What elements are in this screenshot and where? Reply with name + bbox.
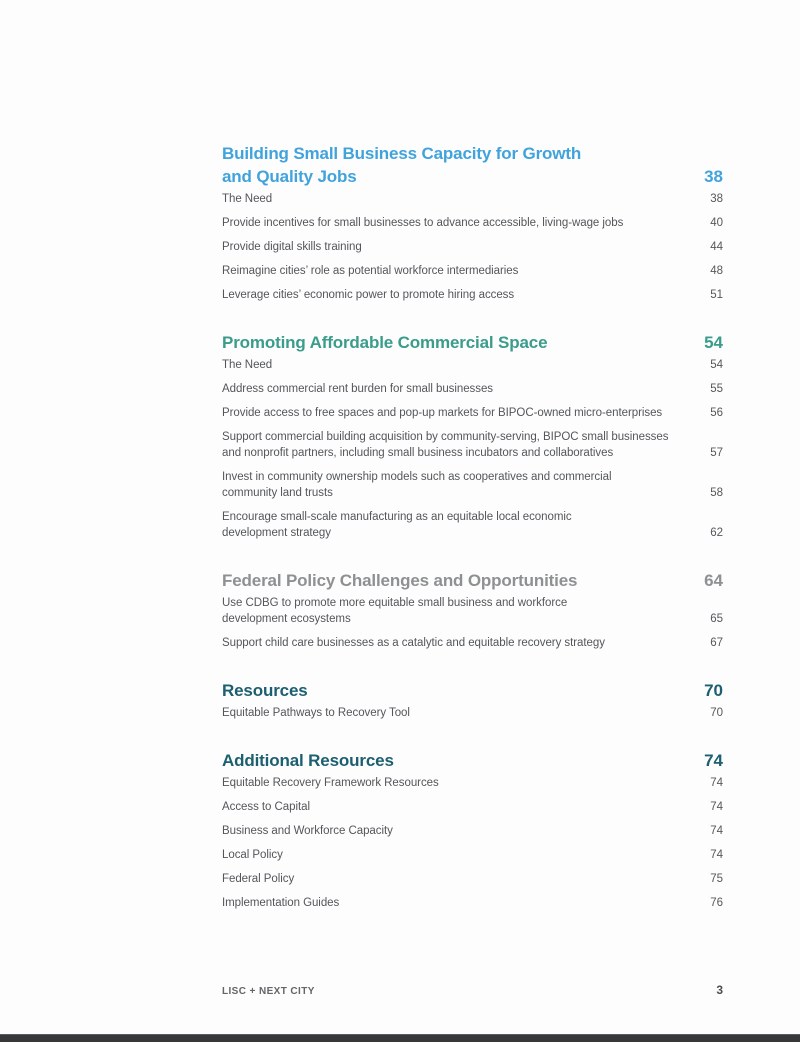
toc-entry-label: community land trusts bbox=[222, 487, 333, 499]
section-heading-building-capacity[interactable] bbox=[222, 142, 723, 188]
section-title-line: Additional Resources bbox=[222, 751, 394, 770]
toc-entry-label: The Need bbox=[222, 359, 273, 371]
toc-entry-page: 54 bbox=[710, 359, 723, 371]
toc-entry-label: Provide access to free spaces and pop-up markets for BIPOC-owned micro-enterprises bbox=[222, 407, 663, 419]
toc-entry[interactable] bbox=[222, 871, 723, 887]
toc-entry-label: Encourage small-scale manufacturing as an equitable local economic bbox=[222, 511, 572, 523]
toc-entry[interactable] bbox=[222, 509, 723, 541]
toc-entry[interactable] bbox=[222, 595, 723, 627]
toc-entry[interactable] bbox=[222, 191, 723, 207]
toc-entry-page: 75 bbox=[710, 873, 723, 885]
toc-entry-label: development strategy bbox=[222, 527, 331, 539]
toc-entry-label: Business and Workforce Capacity bbox=[222, 825, 393, 837]
section-heading-federal-policy[interactable] bbox=[222, 569, 723, 592]
section-heading-additional-resources[interactable] bbox=[222, 749, 723, 772]
toc-entry-page: 58 bbox=[710, 487, 723, 499]
section-page-number: 38 bbox=[704, 167, 723, 186]
toc-entry-label: Provide incentives for small businesses to advance accessible, living-wage jobs bbox=[222, 217, 624, 229]
toc-entry-label: Access to Capital bbox=[222, 801, 310, 813]
toc-entry[interactable] bbox=[222, 263, 723, 279]
section-title-line: and Quality Jobs bbox=[222, 167, 357, 186]
toc-entry-page: 44 bbox=[710, 241, 723, 253]
toc-entry-label: Address commercial rent burden for small businesses bbox=[222, 383, 494, 395]
toc-section-resources bbox=[222, 679, 723, 721]
toc-entry-page: 40 bbox=[710, 217, 723, 229]
toc-section-additional-resources bbox=[222, 749, 723, 911]
footer-brand: LISC + NEXT CITY bbox=[222, 986, 315, 997]
toc-entry-page: 74 bbox=[710, 801, 723, 813]
page-footer bbox=[222, 983, 723, 997]
toc-entry-label: and nonprofit partners, including small business incubators and collaboratives bbox=[222, 447, 614, 459]
toc-entry[interactable] bbox=[222, 405, 723, 421]
toc-entry[interactable] bbox=[222, 215, 723, 231]
toc-entry-page: 57 bbox=[710, 447, 723, 459]
toc-entry-page: 56 bbox=[710, 407, 723, 419]
toc-entry[interactable] bbox=[222, 635, 723, 651]
toc-entry[interactable] bbox=[222, 775, 723, 791]
toc-entry[interactable] bbox=[222, 823, 723, 839]
toc-entry[interactable] bbox=[222, 381, 723, 397]
toc-entry[interactable] bbox=[222, 895, 723, 911]
toc-entry-label: Equitable Pathways to Recovery Tool bbox=[222, 707, 410, 719]
toc-entry-label: Implementation Guides bbox=[222, 897, 340, 909]
section-page-number: 54 bbox=[704, 333, 723, 352]
toc-entry-label: Support commercial building acquisition by community-serving, BIPOC small businesses bbox=[222, 431, 669, 443]
toc-entry-label: Use CDBG to promote more equitable small business and workforce bbox=[222, 597, 568, 609]
toc-entry[interactable] bbox=[222, 705, 723, 721]
section-heading-commercial-space[interactable] bbox=[222, 331, 723, 354]
section-title bbox=[222, 331, 694, 354]
table-of-contents bbox=[222, 142, 723, 911]
section-title bbox=[222, 569, 694, 592]
section-heading-resources[interactable] bbox=[222, 679, 723, 702]
toc-entry[interactable] bbox=[222, 469, 723, 501]
toc-entry-page: 55 bbox=[710, 383, 723, 395]
section-title-line: Federal Policy Challenges and Opportunities bbox=[222, 571, 578, 590]
section-page-number: 64 bbox=[704, 571, 723, 590]
toc-entry-page: 62 bbox=[710, 527, 723, 539]
toc-entry-label: The Need bbox=[222, 193, 273, 205]
toc-entry-page: 38 bbox=[710, 193, 723, 205]
footer-page-number: 3 bbox=[716, 983, 723, 997]
toc-entry-label: Support child care businesses as a catalytic and equitable recovery strategy bbox=[222, 637, 605, 649]
toc-entry[interactable] bbox=[222, 799, 723, 815]
toc-entry-page: 74 bbox=[710, 777, 723, 789]
toc-entry[interactable] bbox=[222, 287, 723, 303]
toc-entry-page: 51 bbox=[710, 289, 723, 301]
toc-entry-label: Leverage cities’ economic power to promote hiring access bbox=[222, 289, 515, 301]
toc-section-building-capacity bbox=[222, 142, 723, 303]
toc-entry-page: 74 bbox=[710, 825, 723, 837]
toc-entry-label: Equitable Recovery Framework Resources bbox=[222, 777, 439, 789]
section-page-number: 74 bbox=[704, 751, 723, 770]
toc-entry[interactable] bbox=[222, 239, 723, 255]
toc-entry-label: development ecosystems bbox=[222, 613, 351, 625]
toc-entry-label: Federal Policy bbox=[222, 873, 295, 885]
toc-entry-page: 67 bbox=[710, 637, 723, 649]
toc-section-commercial-space bbox=[222, 331, 723, 541]
section-title bbox=[222, 749, 694, 772]
toc-entry-label: Local Policy bbox=[222, 849, 283, 861]
toc-entry[interactable] bbox=[222, 429, 723, 461]
section-title bbox=[222, 142, 694, 188]
toc-entry-label: Provide digital skills training bbox=[222, 241, 362, 253]
toc-entry[interactable] bbox=[222, 357, 723, 373]
toc-entry-label: Invest in community ownership models such as cooperatives and commercial bbox=[222, 471, 612, 483]
page-bottom-bar bbox=[0, 1034, 800, 1042]
section-page-number: 70 bbox=[704, 681, 723, 700]
toc-entry-page: 74 bbox=[710, 849, 723, 861]
toc-entry-page: 70 bbox=[710, 707, 723, 719]
toc-entry-page: 65 bbox=[710, 613, 723, 625]
toc-entry-page: 76 bbox=[710, 897, 723, 909]
section-title bbox=[222, 679, 694, 702]
section-title-line: Resources bbox=[222, 681, 308, 700]
section-title-line: Building Small Business Capacity for Growth bbox=[222, 144, 582, 163]
section-title-line: Promoting Affordable Commercial Space bbox=[222, 333, 548, 352]
toc-entry-page: 48 bbox=[710, 265, 723, 277]
toc-section-federal-policy bbox=[222, 569, 723, 651]
toc-entry[interactable] bbox=[222, 847, 723, 863]
toc-entry-label: Reimagine cities’ role as potential workforce intermediaries bbox=[222, 265, 519, 277]
